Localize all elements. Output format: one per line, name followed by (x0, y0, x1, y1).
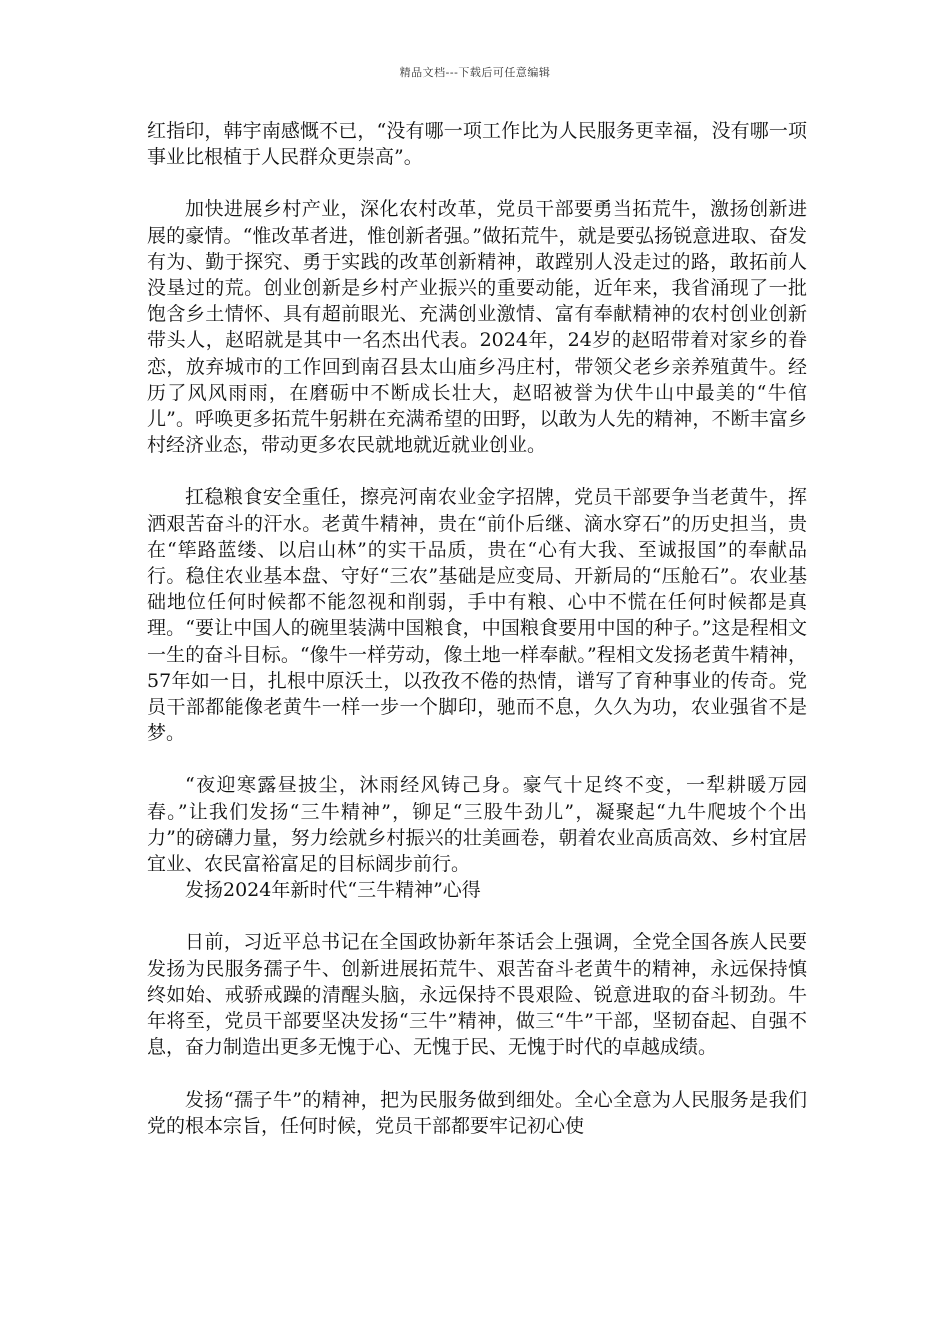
paragraph-intro: 日前，习近平总书记在全国政协新年茶话会上强调，全党全国各族人民要发扬为民服务孺子牛、创新进展拓荒牛、艰苦奋斗老黄牛的精神，永远保持慎终如始、戒骄戒躁的清醒头脑，永远保持不畏艰险、锐意进取的奋斗韧劲。牛年将至，党员干部要坚决发扬“三牛”精神，做三“牛”干部，坚韧奋起、自强不息，奋力制造出更多无愧于心、无愧于民、无愧于时代的卓越成绩。 (147, 931, 807, 1059)
paragraph-continuation: 红指印，韩宇南感慨不已，“没有哪一项工作比为人民服务更幸福，没有哪一项事业比根植于人民群众更崇高”。 (147, 120, 807, 169)
paragraph-poem: “夜迎寒露昼披尘，沐雨经风铸己身。豪气十足终不变，一犁耕暖万园春。”让我们发扬“三牛精神”，铆足“三股牛劲儿”，凝聚起“九牛爬坡个个出力”的磅礴力量，努力绘就乡村振兴的壮美画卷，朝着农业高质高效、乡村宜居宜业、农民富裕富足的目标阔步前行。 (147, 774, 807, 876)
section-title: 发扬2024年新时代“三牛精神”心得 (185, 879, 481, 902)
paragraph-pioneer-ox: 加快进展乡村产业，深化农村改革，党员干部要勇当拓荒牛，激扬创新进展的豪情。“惟改革者进，惟创新者强。”做拓荒牛，就是要弘扬锐意进取、奋发有为、勤于探究、勇于实践的改革创新精神，敢蹚别人没走过的路，敢拓前人没垦过的荒。创业创新是乡村产业振兴的重要动能，近年来，我省涌现了一批饱含乡土情怀、具有超前眼光、充满创业激情、富有奉献精神的农村创业创新带头人，赵昭就是其中一名杰出代表。2024年，24岁的赵昭带着对家乡的眷恋，放弃城市的工作回到南召县太山庙乡冯庄村，带领父老乡亲养殖黄牛。经历了风风雨雨，在磨砺中不断成长壮大，赵昭被誉为伏牛山中最美的“牛倌儿”。呼唤更多拓荒牛躬耕在充满希望的田野，以敢为人先的精神，不断丰富乡村经济业态，带动更多农民就地就近就业创业。 (147, 198, 807, 457)
paragraph-old-ox: 扛稳粮食安全重任，擦亮河南农业金字招牌，党员干部要争当老黄牛，挥洒艰苦奋斗的汗水。老黄牛精神，贵在“前仆后继、滴水穿石”的历史担当，贵在“筚路蓝缕、以启山林”的实干品质，贵在“心有大我、至诚报国”的奉献品行。稳住农业基本盘、守好“三农”基础是应变局、开新局的“压舱石”。农业基础地位任何时候都不能忽视和削弱，手中有粮、心中不慌在任何时候都是真理。“要让中国人的碗里装满中国粮食，中国粮食要用中国的种子。”这是程相文一生的奋斗目标。“像牛一样劳动，像土地一样奉献。”程相文发扬老黄牛精神，57年如一日，扎根中原沃土，以孜孜不倦的热情，谱写了育种事业的传奇。党员干部都能像老黄牛一样一步一个脚印，驰而不息，久久为功，农业强省不是梦。 (147, 486, 807, 745)
page-header: 精品文档---下载后可任意编辑 (399, 66, 551, 79)
paragraph-service-ox: 发扬“孺子牛”的精神，把为民服务做到细处。全心全意为人民服务是我们党的根本宗旨，任何时候，党员干部都要牢记初心使 (147, 1088, 807, 1137)
document-body (147, 118, 807, 1139)
